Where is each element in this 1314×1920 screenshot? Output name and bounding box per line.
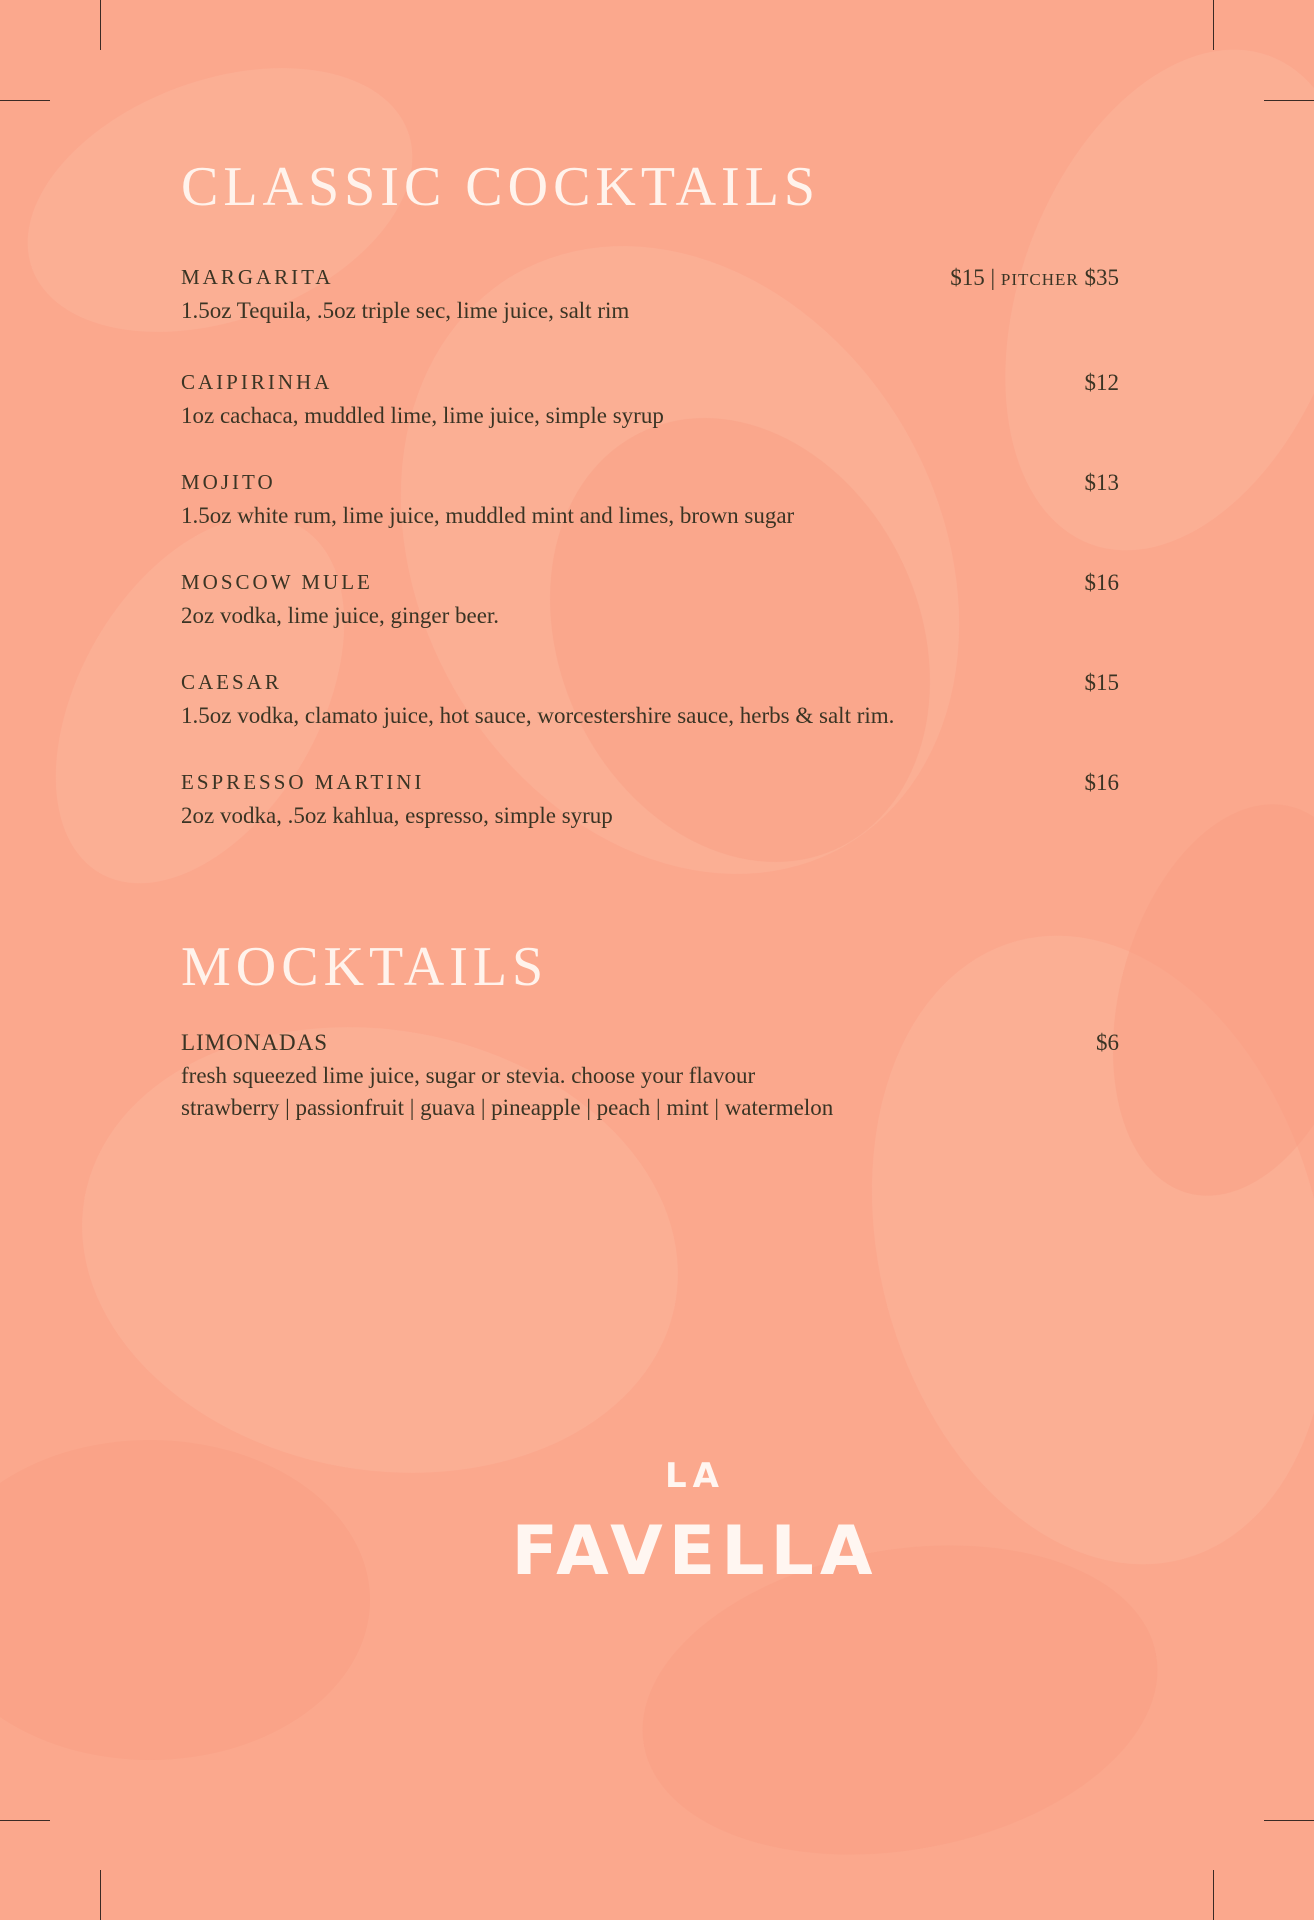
item-description: 1oz cachaca, muddled lime, lime juice, simple syrup	[181, 403, 664, 428]
menu-item-moscow-mule	[181, 570, 1119, 632]
crop-mark	[100, 1870, 101, 1920]
menu-item-espresso-martini	[181, 770, 1119, 832]
item-description: 1.5oz white rum, lime juice, muddled mint and limes, brown sugar	[181, 503, 795, 528]
item-description: 1.5oz vodka, clamato juice, hot sauce, worcestershire sauce, herbs & salt rim.	[181, 703, 895, 728]
section-title-classic: CLASSIC COCKTAILS	[181, 156, 821, 218]
item-name: CAESAR	[181, 670, 282, 694]
item-price: $13	[1084, 470, 1119, 495]
logo-line-favella: FAVELLA	[511, 1512, 879, 1591]
item-flavours: strawberry | passionfruit | guava | pineapple | peach | mint | watermelon	[181, 1095, 834, 1120]
crop-mark	[1264, 100, 1314, 101]
item-description: 1.5oz Tequila, .5oz triple sec, lime juice, salt rim	[181, 298, 630, 323]
item-price: $15	[1084, 670, 1119, 695]
item-price: $12	[1084, 370, 1119, 395]
crop-mark	[1264, 1820, 1314, 1821]
section-title-mocktails: MOCKTAILS	[181, 936, 549, 998]
item-description: 2oz vodka, lime juice, ginger beer.	[181, 603, 500, 628]
item-price-main: $15 |	[950, 265, 1001, 290]
logo-line-la: LA	[665, 1456, 725, 1496]
item-price	[950, 265, 1119, 291]
crop-mark	[1213, 0, 1214, 50]
item-price: $6	[1096, 1030, 1119, 1055]
item-name: ESPRESSO MARTINI	[181, 770, 425, 794]
item-name: MOJITO	[181, 470, 276, 494]
menu-item-caesar	[181, 670, 1119, 732]
item-name: MARGARITA	[181, 265, 334, 289]
menu-item-caipirinha	[181, 370, 1119, 432]
item-price-pitcher: $35	[1078, 265, 1119, 290]
menu-item-mojito	[181, 470, 1119, 532]
item-name: CAIPIRINHA	[181, 370, 333, 394]
item-name: MOSCOW MULE	[181, 570, 373, 594]
item-price-pitcher-label: PITCHER	[1000, 270, 1079, 289]
crop-mark	[1213, 1870, 1214, 1920]
menu-item-limonadas	[181, 1030, 1119, 1124]
item-price: $16	[1084, 570, 1119, 595]
menu-item-margarita	[181, 265, 1119, 327]
crop-mark	[100, 0, 101, 50]
crop-mark	[0, 100, 50, 101]
item-price: $16	[1084, 770, 1119, 795]
item-name: LIMONADAS	[181, 1030, 328, 1055]
item-description: 2oz vodka, .5oz kahlua, espresso, simple syrup	[181, 803, 613, 828]
item-description: fresh squeezed lime juice, sugar or stevia. choose your flavour	[181, 1063, 756, 1088]
crop-mark	[0, 1820, 50, 1821]
